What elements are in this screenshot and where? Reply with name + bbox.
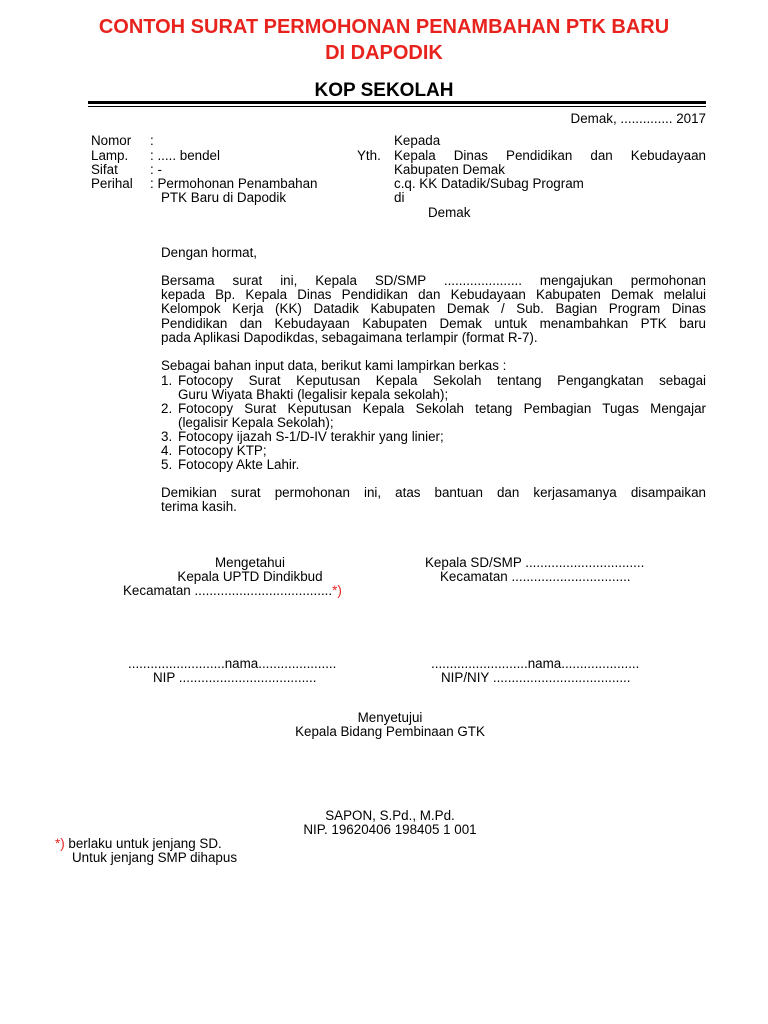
recipient-line2: Kabupaten Demak	[394, 162, 505, 177]
sign-left-line3	[123, 583, 342, 598]
paragraph-line: Kelompok Kerja (KK) Datadik Kabupaten Demak / Sub. Bagian Program Dinas	[161, 301, 706, 316]
list-item-text: Fotocopy KTP;	[178, 443, 267, 458]
document-title-line1: CONTOH SURAT PERMOHONAN PENAMBAHAN PTK BARU	[98, 16, 670, 38]
closing-line: terima kasih.	[161, 499, 237, 514]
sign-left-line2: Kepala UPTD Dindikbud	[177, 569, 323, 584]
field-value-perihal: : Permohonan Penambahan	[150, 176, 318, 191]
recipient-line4: di	[394, 190, 405, 205]
footnote-text: berlaku untuk jenjang SD.	[64, 836, 222, 851]
list-item-text: Fotocopy ijazah S-1/D-IV terakhir yang linier;	[178, 429, 444, 444]
letterhead-label: KOP SEKOLAH	[314, 80, 454, 101]
sign-left-kecamatan: Kecamatan .....................................	[123, 583, 333, 598]
list-item-text: Fotocopy Akte Lahir.	[178, 457, 300, 472]
recipient-kepada: Kepada	[394, 133, 441, 148]
list-item-number: 1.	[161, 373, 173, 388]
approval-name: SAPON, S.Pd., M.Pd.	[325, 808, 455, 823]
approval-nip: NIP. 19620406 198405 1 001	[303, 822, 477, 837]
list-item-text: Fotocopy Surat Keputusan Kepala Sekolah tetang Pembagian Tugas Mengajar	[178, 401, 706, 416]
sign-right-nip: NIP/NIY .....................................	[441, 670, 631, 685]
list-item-text: Fotocopy Surat Keputusan Kepala Sekolah tentang Pengangkatan sebagai	[178, 373, 706, 388]
letterhead-rule-thick	[88, 101, 706, 104]
list-item-number: 4.	[161, 443, 173, 458]
date-line: Demak, .............. 2017	[570, 111, 706, 126]
field-value-nomor: :	[150, 133, 154, 148]
footnote-marker: *)	[55, 836, 65, 851]
field-value-perihal-cont: PTK Baru di Dapodik	[161, 190, 287, 205]
recipient-line3: c.q. KK Datadik/Subag Program	[394, 176, 584, 191]
approval-line2: Kepala Bidang Pembinaan GTK	[295, 724, 485, 739]
salutation: Dengan hormat,	[161, 245, 258, 260]
list-intro: Sebagai bahan input data, berikut kami lampirkan berkas :	[161, 358, 507, 373]
field-label-lamp: Lamp.	[91, 148, 129, 163]
field-value-lamp: : ..... bendel	[150, 148, 220, 163]
field-label-nomor: Nomor	[91, 133, 132, 148]
sign-left-nip: NIP .....................................	[153, 670, 317, 685]
list-item-number: 3.	[161, 429, 173, 444]
field-label-sifat: Sifat	[91, 162, 118, 177]
document-title-line2: DI DAPODIK	[325, 42, 443, 64]
sign-left-line1: Mengetahui	[215, 555, 285, 570]
sign-right-line1: Kepala SD/SMP ................................	[425, 555, 645, 570]
letterhead-rule-thin	[88, 106, 706, 107]
recipient-line1: Kepala Dinas Pendidikan dan Kebudayaan	[394, 148, 706, 163]
paragraph-line: kepada Bp. Kepala Dinas Pendidikan dan Kebudayaan Kabupaten Demak melalui	[161, 287, 706, 302]
sign-left-name: ..........................nama.....................	[128, 656, 337, 671]
recipient-yth: Yth.	[357, 148, 381, 163]
recipient-line5: Demak	[428, 205, 471, 220]
field-label-perihal: Perihal	[91, 176, 133, 191]
footnote-line1	[55, 836, 222, 851]
list-item-text-cont: (legalisir Kepala Sekolah);	[178, 415, 334, 430]
sign-right-line2: Kecamatan ................................	[440, 569, 631, 584]
list-item-text-cont: Guru Wiyata Bhakti (legalisir kepala sekolah);	[178, 387, 449, 402]
list-item-number: 2.	[161, 401, 173, 416]
paragraph-line: pada Aplikasi Dapodikdas, sebagaimana terlampir (format R-7).	[161, 330, 538, 345]
closing-line: Demikian surat permohonan ini, atas bantuan dan kerjasamanya disampaikan	[161, 485, 706, 500]
paragraph-line: Pendidikan dan Kebudayaan Kabupaten Demak untuk menambahkan PTK baru	[161, 316, 706, 331]
approval-line1: Menyetujui	[357, 710, 423, 725]
paragraph-line: Bersama surat ini, Kepala SD/SMP ..................... mengajukan permohonan	[161, 273, 706, 288]
list-item-number: 5.	[161, 457, 173, 472]
footnote-marker: *)	[332, 583, 342, 598]
sign-right-name: ..........................nama.....................	[431, 656, 640, 671]
footnote-line2: Untuk jenjang SMP dihapus	[72, 850, 238, 865]
field-value-sifat: : -	[150, 162, 162, 177]
